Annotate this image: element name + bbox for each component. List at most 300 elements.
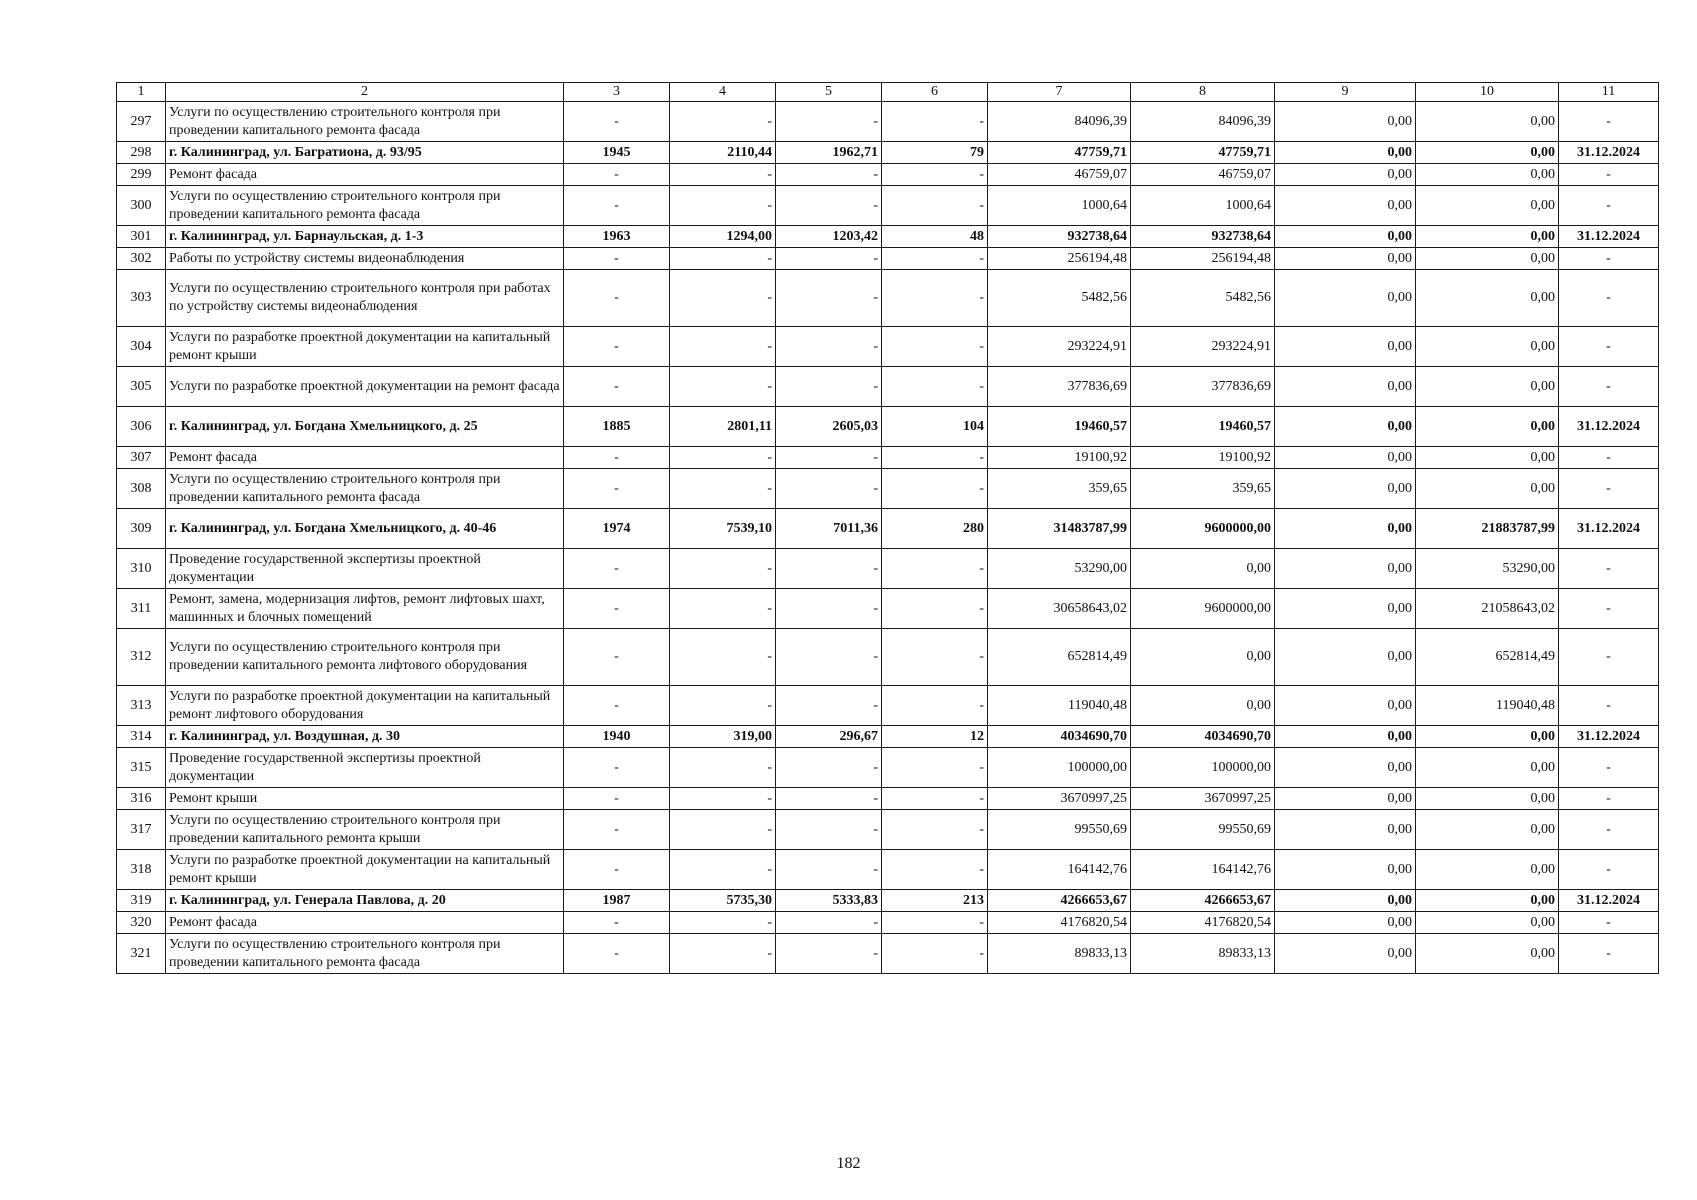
living-area-cell: 296,67 bbox=[776, 726, 882, 748]
address-row bbox=[117, 890, 1659, 912]
deadline-cell: - bbox=[1559, 629, 1659, 686]
living-area-cell: - bbox=[776, 327, 882, 367]
cost-col9-cell: 0,00 bbox=[1275, 447, 1416, 469]
address-row bbox=[117, 407, 1659, 447]
residents-cell: 104 bbox=[882, 407, 988, 447]
row-number: 315 bbox=[117, 748, 166, 788]
work-item-row bbox=[117, 934, 1659, 974]
area-cell: - bbox=[670, 629, 776, 686]
area-cell: 2110,44 bbox=[670, 142, 776, 164]
living-area-cell: - bbox=[776, 589, 882, 629]
row-description: Услуги по разработке проектной документации на капитальный ремонт лифтового оборудования bbox=[166, 686, 564, 726]
cost-col9-cell: 0,00 bbox=[1275, 102, 1416, 142]
total-cost-cell: 31483787,99 bbox=[988, 509, 1131, 549]
cost-col8-cell: 46759,07 bbox=[1131, 164, 1275, 186]
area-cell: 319,00 bbox=[670, 726, 776, 748]
year-cell: 1974 bbox=[564, 509, 670, 549]
cost-col10-cell: 0,00 bbox=[1416, 248, 1559, 270]
year-cell: 1945 bbox=[564, 142, 670, 164]
total-cost-cell: 4034690,70 bbox=[988, 726, 1131, 748]
row-number: 299 bbox=[117, 164, 166, 186]
column-header: 5 bbox=[776, 83, 882, 102]
year-cell: - bbox=[564, 549, 670, 589]
area-cell: - bbox=[670, 589, 776, 629]
address-row bbox=[117, 142, 1659, 164]
page-number: 182 bbox=[836, 1155, 861, 1172]
cost-col10-cell: 53290,00 bbox=[1416, 549, 1559, 589]
deadline-cell: 31.12.2024 bbox=[1559, 509, 1659, 549]
area-cell: - bbox=[670, 469, 776, 509]
cost-col10-cell: 0,00 bbox=[1416, 270, 1559, 327]
work-item-row bbox=[117, 164, 1659, 186]
year-cell: 1885 bbox=[564, 407, 670, 447]
row-description: Ремонт фасада bbox=[166, 447, 564, 469]
cost-col8-cell: 19460,57 bbox=[1131, 407, 1275, 447]
row-number: 301 bbox=[117, 226, 166, 248]
area-cell: - bbox=[670, 549, 776, 589]
cost-col8-cell: 3670997,25 bbox=[1131, 788, 1275, 810]
residents-cell: - bbox=[882, 788, 988, 810]
cost-col9-cell: 0,00 bbox=[1275, 367, 1416, 407]
column-header: 8 bbox=[1131, 83, 1275, 102]
work-item-row bbox=[117, 248, 1659, 270]
living-area-cell: - bbox=[776, 686, 882, 726]
deadline-cell: 31.12.2024 bbox=[1559, 226, 1659, 248]
area-cell: - bbox=[670, 748, 776, 788]
cost-col10-cell: 0,00 bbox=[1416, 447, 1559, 469]
living-area-cell: - bbox=[776, 102, 882, 142]
cost-col10-cell: 0,00 bbox=[1416, 407, 1559, 447]
cost-col10-cell: 0,00 bbox=[1416, 102, 1559, 142]
deadline-cell: - bbox=[1559, 589, 1659, 629]
living-area-cell: - bbox=[776, 934, 882, 974]
cost-col8-cell: 100000,00 bbox=[1131, 748, 1275, 788]
residents-cell: - bbox=[882, 549, 988, 589]
area-cell: - bbox=[670, 270, 776, 327]
area-cell: - bbox=[670, 912, 776, 934]
total-cost-cell: 256194,48 bbox=[988, 248, 1131, 270]
year-cell: - bbox=[564, 367, 670, 407]
residents-cell: - bbox=[882, 447, 988, 469]
area-cell: - bbox=[670, 447, 776, 469]
cost-col9-cell: 0,00 bbox=[1275, 248, 1416, 270]
row-description: г. Калининград, ул. Багратиона, д. 93/95 bbox=[166, 142, 564, 164]
cost-col8-cell: 0,00 bbox=[1131, 629, 1275, 686]
living-area-cell: - bbox=[776, 248, 882, 270]
total-cost-cell: 119040,48 bbox=[988, 686, 1131, 726]
cost-col8-cell: 9600000,00 bbox=[1131, 589, 1275, 629]
cost-col8-cell: 9600000,00 bbox=[1131, 509, 1275, 549]
area-cell: 7539,10 bbox=[670, 509, 776, 549]
row-number: 310 bbox=[117, 549, 166, 589]
total-cost-cell: 53290,00 bbox=[988, 549, 1131, 589]
year-cell: - bbox=[564, 850, 670, 890]
row-description: Услуги по осуществлению строительного контроля при проведении капитального ремонта фасада bbox=[166, 186, 564, 226]
residents-cell: - bbox=[882, 934, 988, 974]
year-cell: - bbox=[564, 589, 670, 629]
year-cell: 1940 bbox=[564, 726, 670, 748]
area-cell: - bbox=[670, 686, 776, 726]
column-header: 10 bbox=[1416, 83, 1559, 102]
column-header: 1 bbox=[117, 83, 166, 102]
living-area-cell: 2605,03 bbox=[776, 407, 882, 447]
living-area-cell: - bbox=[776, 447, 882, 469]
residents-cell: - bbox=[882, 367, 988, 407]
year-cell: - bbox=[564, 810, 670, 850]
deadline-cell: - bbox=[1559, 270, 1659, 327]
total-cost-cell: 1000,64 bbox=[988, 186, 1131, 226]
deadline-cell: - bbox=[1559, 850, 1659, 890]
total-cost-cell: 164142,76 bbox=[988, 850, 1131, 890]
area-cell: - bbox=[670, 186, 776, 226]
cost-col9-cell: 0,00 bbox=[1275, 810, 1416, 850]
deadline-cell: 31.12.2024 bbox=[1559, 407, 1659, 447]
residents-cell: - bbox=[882, 270, 988, 327]
row-description: г. Калининград, ул. Барнаульская, д. 1-3 bbox=[166, 226, 564, 248]
row-number: 302 bbox=[117, 248, 166, 270]
row-number: 319 bbox=[117, 890, 166, 912]
deadline-cell: - bbox=[1559, 367, 1659, 407]
residents-cell: 213 bbox=[882, 890, 988, 912]
residents-cell: - bbox=[882, 589, 988, 629]
residents-cell: 48 bbox=[882, 226, 988, 248]
year-cell: - bbox=[564, 186, 670, 226]
cost-col9-cell: 0,00 bbox=[1275, 912, 1416, 934]
total-cost-cell: 3670997,25 bbox=[988, 788, 1131, 810]
row-description: Проведение государственной экспертизы проектной документации bbox=[166, 748, 564, 788]
cost-col9-cell: 0,00 bbox=[1275, 589, 1416, 629]
year-cell: - bbox=[564, 686, 670, 726]
cost-col8-cell: 0,00 bbox=[1131, 549, 1275, 589]
area-cell: 1294,00 bbox=[670, 226, 776, 248]
cost-col8-cell: 1000,64 bbox=[1131, 186, 1275, 226]
living-area-cell: 5333,83 bbox=[776, 890, 882, 912]
column-header: 2 bbox=[166, 83, 564, 102]
year-cell: 1963 bbox=[564, 226, 670, 248]
deadline-cell: - bbox=[1559, 748, 1659, 788]
total-cost-cell: 19460,57 bbox=[988, 407, 1131, 447]
cost-col10-cell: 0,00 bbox=[1416, 912, 1559, 934]
living-area-cell: 7011,36 bbox=[776, 509, 882, 549]
total-cost-cell: 4176820,54 bbox=[988, 912, 1131, 934]
column-header: 11 bbox=[1559, 83, 1659, 102]
living-area-cell: - bbox=[776, 810, 882, 850]
total-cost-cell: 652814,49 bbox=[988, 629, 1131, 686]
cost-col8-cell: 256194,48 bbox=[1131, 248, 1275, 270]
year-cell: - bbox=[564, 270, 670, 327]
year-cell: - bbox=[564, 469, 670, 509]
row-description: Услуги по осуществлению строительного контроля при проведении капитального ремонта лифтового оборудования bbox=[166, 629, 564, 686]
row-description: г. Калининград, ул. Богдана Хмельницкого, д. 40-46 bbox=[166, 509, 564, 549]
deadline-cell: - bbox=[1559, 934, 1659, 974]
cost-col10-cell: 0,00 bbox=[1416, 469, 1559, 509]
year-cell: - bbox=[564, 629, 670, 686]
cost-col8-cell: 359,65 bbox=[1131, 469, 1275, 509]
year-cell: - bbox=[564, 248, 670, 270]
cost-col8-cell: 293224,91 bbox=[1131, 327, 1275, 367]
cost-col9-cell: 0,00 bbox=[1275, 850, 1416, 890]
area-cell: - bbox=[670, 327, 776, 367]
deadline-cell: - bbox=[1559, 788, 1659, 810]
row-number: 318 bbox=[117, 850, 166, 890]
residents-cell: - bbox=[882, 686, 988, 726]
deadline-cell: 31.12.2024 bbox=[1559, 726, 1659, 748]
residents-cell: - bbox=[882, 850, 988, 890]
cost-col9-cell: 0,00 bbox=[1275, 890, 1416, 912]
residents-cell: - bbox=[882, 469, 988, 509]
row-description: Проведение государственной экспертизы проектной документации bbox=[166, 549, 564, 589]
living-area-cell: - bbox=[776, 367, 882, 407]
living-area-cell: - bbox=[776, 850, 882, 890]
work-item-row bbox=[117, 447, 1659, 469]
living-area-cell: - bbox=[776, 270, 882, 327]
cost-col10-cell: 0,00 bbox=[1416, 788, 1559, 810]
row-number: 313 bbox=[117, 686, 166, 726]
deadline-cell: 31.12.2024 bbox=[1559, 890, 1659, 912]
cost-col9-cell: 0,00 bbox=[1275, 726, 1416, 748]
cost-col9-cell: 0,00 bbox=[1275, 186, 1416, 226]
total-cost-cell: 4266653,67 bbox=[988, 890, 1131, 912]
cost-col10-cell: 0,00 bbox=[1416, 810, 1559, 850]
row-number: 308 bbox=[117, 469, 166, 509]
row-description: Услуги по осуществлению строительного контроля при работах по устройству системы видеонаблюдения bbox=[166, 270, 564, 327]
cost-col9-cell: 0,00 bbox=[1275, 469, 1416, 509]
area-cell: - bbox=[670, 850, 776, 890]
cost-col10-cell: 0,00 bbox=[1416, 890, 1559, 912]
row-description: г. Калининград, ул. Богдана Хмельницкого, д. 25 bbox=[166, 407, 564, 447]
cost-col8-cell: 932738,64 bbox=[1131, 226, 1275, 248]
row-description: Услуги по осуществлению строительного контроля при проведении капитального ремонта фасада bbox=[166, 469, 564, 509]
total-cost-cell: 5482,56 bbox=[988, 270, 1131, 327]
column-header: 4 bbox=[670, 83, 776, 102]
cost-col8-cell: 4176820,54 bbox=[1131, 912, 1275, 934]
year-cell: - bbox=[564, 912, 670, 934]
row-description: Услуги по осуществлению строительного контроля при проведении капитального ремонта крыши bbox=[166, 810, 564, 850]
residents-cell: - bbox=[882, 164, 988, 186]
work-item-row bbox=[117, 810, 1659, 850]
work-item-row bbox=[117, 589, 1659, 629]
work-item-row bbox=[117, 327, 1659, 367]
work-item-row bbox=[117, 850, 1659, 890]
deadline-cell: - bbox=[1559, 186, 1659, 226]
work-item-row bbox=[117, 186, 1659, 226]
living-area-cell: - bbox=[776, 186, 882, 226]
cost-col9-cell: 0,00 bbox=[1275, 509, 1416, 549]
work-item-row bbox=[117, 686, 1659, 726]
row-number: 305 bbox=[117, 367, 166, 407]
column-header: 6 bbox=[882, 83, 988, 102]
row-description: Услуги по разработке проектной документации на капитальный ремонт крыши bbox=[166, 327, 564, 367]
total-cost-cell: 47759,71 bbox=[988, 142, 1131, 164]
cost-col8-cell: 89833,13 bbox=[1131, 934, 1275, 974]
deadline-cell: - bbox=[1559, 810, 1659, 850]
residents-cell: 280 bbox=[882, 509, 988, 549]
address-row bbox=[117, 226, 1659, 248]
year-cell: - bbox=[564, 788, 670, 810]
living-area-cell: 1962,71 bbox=[776, 142, 882, 164]
cost-col10-cell: 0,00 bbox=[1416, 327, 1559, 367]
column-header: 3 bbox=[564, 83, 670, 102]
living-area-cell: - bbox=[776, 912, 882, 934]
year-cell: - bbox=[564, 447, 670, 469]
area-cell: 5735,30 bbox=[670, 890, 776, 912]
cost-col10-cell: 0,00 bbox=[1416, 142, 1559, 164]
residents-cell: - bbox=[882, 810, 988, 850]
work-item-row bbox=[117, 270, 1659, 327]
year-cell: - bbox=[564, 327, 670, 367]
residents-cell: 12 bbox=[882, 726, 988, 748]
row-number: 317 bbox=[117, 810, 166, 850]
work-item-row bbox=[117, 629, 1659, 686]
deadline-cell: - bbox=[1559, 469, 1659, 509]
data-table bbox=[116, 82, 1659, 974]
cost-col9-cell: 0,00 bbox=[1275, 686, 1416, 726]
cost-col9-cell: 0,00 bbox=[1275, 788, 1416, 810]
work-item-row bbox=[117, 367, 1659, 407]
deadline-cell: - bbox=[1559, 164, 1659, 186]
area-cell: - bbox=[670, 102, 776, 142]
column-header: 7 bbox=[988, 83, 1131, 102]
cost-col10-cell: 0,00 bbox=[1416, 186, 1559, 226]
row-number: 300 bbox=[117, 186, 166, 226]
residents-cell: - bbox=[882, 102, 988, 142]
total-cost-cell: 359,65 bbox=[988, 469, 1131, 509]
row-description: Ремонт фасада bbox=[166, 164, 564, 186]
address-row bbox=[117, 726, 1659, 748]
total-cost-cell: 932738,64 bbox=[988, 226, 1131, 248]
work-item-row bbox=[117, 102, 1659, 142]
living-area-cell: - bbox=[776, 469, 882, 509]
deadline-cell: - bbox=[1559, 912, 1659, 934]
cost-col9-cell: 0,00 bbox=[1275, 226, 1416, 248]
total-cost-cell: 89833,13 bbox=[988, 934, 1131, 974]
row-number: 314 bbox=[117, 726, 166, 748]
residents-cell: - bbox=[882, 629, 988, 686]
cost-col10-cell: 0,00 bbox=[1416, 934, 1559, 974]
area-cell: - bbox=[670, 367, 776, 407]
row-number: 297 bbox=[117, 102, 166, 142]
deadline-cell: - bbox=[1559, 447, 1659, 469]
cost-col8-cell: 4266653,67 bbox=[1131, 890, 1275, 912]
row-description: Ремонт крыши bbox=[166, 788, 564, 810]
cost-col10-cell: 0,00 bbox=[1416, 367, 1559, 407]
cost-col8-cell: 5482,56 bbox=[1131, 270, 1275, 327]
cost-col10-cell: 0,00 bbox=[1416, 726, 1559, 748]
work-item-row bbox=[117, 748, 1659, 788]
row-number: 306 bbox=[117, 407, 166, 447]
row-description: Ремонт, замена, модернизация лифтов, ремонт лифтовых шахт, машинных и блочных помещений bbox=[166, 589, 564, 629]
total-cost-cell: 100000,00 bbox=[988, 748, 1131, 788]
residents-cell: - bbox=[882, 912, 988, 934]
cost-col9-cell: 0,00 bbox=[1275, 327, 1416, 367]
row-number: 303 bbox=[117, 270, 166, 327]
row-number: 309 bbox=[117, 509, 166, 549]
row-description: Услуги по разработке проектной документации на ремонт фасада bbox=[166, 367, 564, 407]
row-description: Ремонт фасада bbox=[166, 912, 564, 934]
area-cell: - bbox=[670, 934, 776, 974]
total-cost-cell: 30658643,02 bbox=[988, 589, 1131, 629]
year-cell: - bbox=[564, 934, 670, 974]
row-number: 311 bbox=[117, 589, 166, 629]
area-cell: - bbox=[670, 810, 776, 850]
residents-cell: 79 bbox=[882, 142, 988, 164]
deadline-cell: - bbox=[1559, 102, 1659, 142]
living-area-cell: - bbox=[776, 164, 882, 186]
area-cell: - bbox=[670, 788, 776, 810]
cost-col10-cell: 0,00 bbox=[1416, 850, 1559, 890]
deadline-cell: - bbox=[1559, 327, 1659, 367]
total-cost-cell: 377836,69 bbox=[988, 367, 1131, 407]
row-description: Услуги по осуществлению строительного контроля при проведении капитального ремонта фасада bbox=[166, 102, 564, 142]
residents-cell: - bbox=[882, 327, 988, 367]
year-cell: 1987 bbox=[564, 890, 670, 912]
cost-col10-cell: 0,00 bbox=[1416, 748, 1559, 788]
cost-col9-cell: 0,00 bbox=[1275, 934, 1416, 974]
cost-col9-cell: 0,00 bbox=[1275, 270, 1416, 327]
cost-col8-cell: 164142,76 bbox=[1131, 850, 1275, 890]
cost-col8-cell: 4034690,70 bbox=[1131, 726, 1275, 748]
row-description: Услуги по разработке проектной документации на капитальный ремонт крыши bbox=[166, 850, 564, 890]
living-area-cell: - bbox=[776, 629, 882, 686]
work-item-row bbox=[117, 788, 1659, 810]
cost-col10-cell: 21058643,02 bbox=[1416, 589, 1559, 629]
total-cost-cell: 19100,92 bbox=[988, 447, 1131, 469]
living-area-cell: - bbox=[776, 549, 882, 589]
cost-col9-cell: 0,00 bbox=[1275, 142, 1416, 164]
row-number: 320 bbox=[117, 912, 166, 934]
row-number: 312 bbox=[117, 629, 166, 686]
residents-cell: - bbox=[882, 248, 988, 270]
row-number: 307 bbox=[117, 447, 166, 469]
year-cell: - bbox=[564, 164, 670, 186]
cost-col9-cell: 0,00 bbox=[1275, 164, 1416, 186]
year-cell: - bbox=[564, 102, 670, 142]
area-cell: 2801,11 bbox=[670, 407, 776, 447]
cost-col8-cell: 0,00 bbox=[1131, 686, 1275, 726]
cost-col9-cell: 0,00 bbox=[1275, 549, 1416, 589]
living-area-cell: - bbox=[776, 748, 882, 788]
area-cell: - bbox=[670, 164, 776, 186]
row-number: 321 bbox=[117, 934, 166, 974]
year-cell: - bbox=[564, 748, 670, 788]
total-cost-cell: 84096,39 bbox=[988, 102, 1131, 142]
cost-col9-cell: 0,00 bbox=[1275, 407, 1416, 447]
cost-col10-cell: 119040,48 bbox=[1416, 686, 1559, 726]
address-row bbox=[117, 509, 1659, 549]
cost-col10-cell: 0,00 bbox=[1416, 164, 1559, 186]
row-description: г. Калининград, ул. Воздушная, д. 30 bbox=[166, 726, 564, 748]
residents-cell: - bbox=[882, 748, 988, 788]
column-header: 9 bbox=[1275, 83, 1416, 102]
total-cost-cell: 46759,07 bbox=[988, 164, 1131, 186]
total-cost-cell: 293224,91 bbox=[988, 327, 1131, 367]
cost-col9-cell: 0,00 bbox=[1275, 748, 1416, 788]
work-item-row bbox=[117, 912, 1659, 934]
row-description: Услуги по осуществлению строительного контроля при проведении капитального ремонта фасада bbox=[166, 934, 564, 974]
cost-col8-cell: 84096,39 bbox=[1131, 102, 1275, 142]
cost-col8-cell: 99550,69 bbox=[1131, 810, 1275, 850]
total-cost-cell: 99550,69 bbox=[988, 810, 1131, 850]
row-number: 298 bbox=[117, 142, 166, 164]
deadline-cell: - bbox=[1559, 248, 1659, 270]
cost-col10-cell: 0,00 bbox=[1416, 226, 1559, 248]
cost-col8-cell: 47759,71 bbox=[1131, 142, 1275, 164]
deadline-cell: 31.12.2024 bbox=[1559, 142, 1659, 164]
column-number-header-row bbox=[117, 83, 1659, 102]
work-item-row bbox=[117, 549, 1659, 589]
deadline-cell: - bbox=[1559, 549, 1659, 589]
deadline-cell: - bbox=[1559, 686, 1659, 726]
